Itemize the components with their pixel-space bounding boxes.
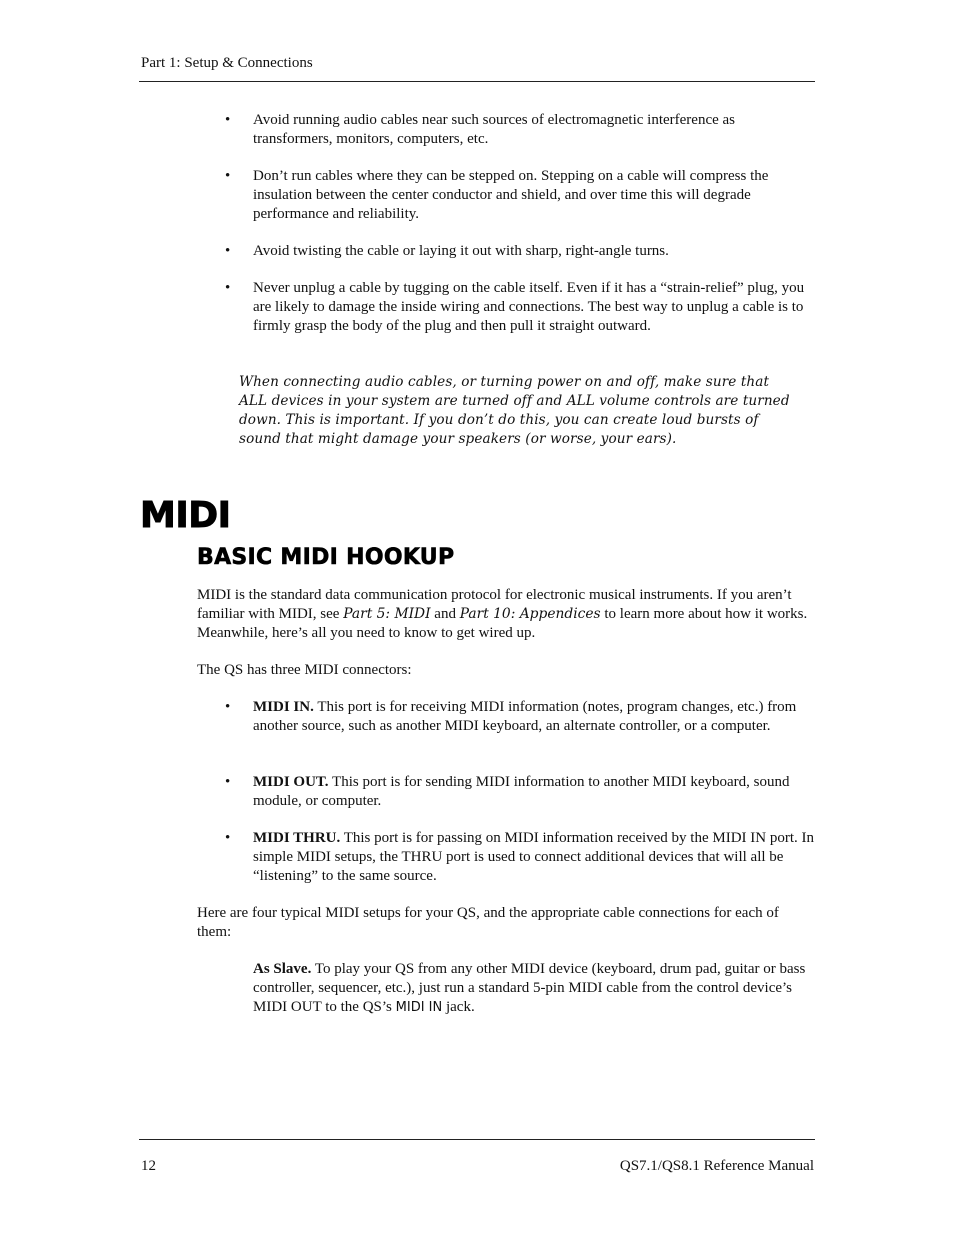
bullet-text: Avoid twisting the cable or laying it out with sharp, right-angle turns. bbox=[253, 243, 669, 259]
cross-reference: Part 10: Appendices bbox=[459, 606, 601, 622]
bullet-icon: • bbox=[225, 774, 231, 790]
slave-setup bbox=[253, 960, 813, 1017]
running-header: Part 1: Setup & Connections bbox=[141, 55, 313, 71]
setups-intro: Here are four typical MIDI setups for your QS, and the appropriate cable connections for each of them: bbox=[197, 905, 779, 940]
connector-name: MIDI THRU. bbox=[253, 830, 341, 846]
intro-text: to learn more about how it works. Meanwhile, here’s all you need to know to get wired up. bbox=[197, 606, 808, 641]
setup-title: As Slave. bbox=[253, 961, 312, 977]
bullet-icon: • bbox=[225, 243, 231, 259]
bullet-icon: • bbox=[225, 280, 231, 296]
setup-description: jack. bbox=[442, 999, 475, 1015]
bullet-icon: • bbox=[225, 112, 231, 128]
connector-name: MIDI OUT. bbox=[253, 774, 329, 790]
connector-name: MIDI IN. bbox=[253, 699, 314, 715]
bullet-icon: • bbox=[225, 168, 231, 184]
jack-label: MIDI IN bbox=[395, 1000, 443, 1015]
list-item bbox=[225, 773, 815, 811]
page-number: 12 bbox=[141, 1158, 156, 1174]
setup-description: To play your QS from any other MIDI device (keyboard, drum pad, guitar or bass controller, sequencer, etc.), just run a standard 5-pin MIDI cable from the control device’s MIDI OUT to the QS’s bbox=[253, 961, 806, 1015]
list-item bbox=[225, 167, 815, 224]
list-item bbox=[225, 279, 815, 336]
caution-note: When connecting audio cables, or turning power on and off, make sure that ALL devices in your system are turned off and ALL volume controls are turned down. This is important. If you don’t do this, you can create loud bursts of sound that might damage your speakers (or worse, your ears). bbox=[239, 374, 790, 447]
bullet-text bbox=[253, 773, 815, 811]
section-title: MIDI bbox=[140, 495, 231, 536]
header-rule bbox=[139, 81, 815, 82]
subsection-title: BASIC MIDI HOOKUP bbox=[197, 545, 455, 570]
connector-description: This port is for passing on MIDI information received by the MIDI IN port. In simple MIDI setups, the THRU port is used to connect additional devices that will all be “listening” to the same source. bbox=[253, 830, 815, 884]
cross-reference: Part 5: MIDI bbox=[343, 606, 431, 622]
intro-text: and bbox=[430, 606, 460, 622]
connectors-intro: The QS has three MIDI connectors: bbox=[197, 662, 412, 678]
list-item bbox=[225, 111, 815, 149]
bullet-icon: • bbox=[225, 699, 231, 715]
bullet-text: Don’t run cables where they can be stepped on. Stepping on a cable will compress the insulation between the center conductor and shield, and over time this will degrade performance and reliability. bbox=[253, 168, 769, 222]
manual-title: QS7.1/QS8.1 Reference Manual bbox=[619, 1158, 814, 1174]
bullet-text bbox=[253, 698, 815, 736]
intro-paragraph bbox=[197, 586, 817, 643]
list-item bbox=[225, 698, 815, 736]
bullet-text bbox=[253, 829, 815, 886]
bullet-icon: • bbox=[225, 830, 231, 846]
connector-description: This port is for sending MIDI information to another MIDI keyboard, sound module, or computer. bbox=[253, 774, 790, 809]
intro-text: MIDI is the standard data communication protocol for electronic musical instruments. If you aren’t familiar with MIDI, see bbox=[197, 587, 792, 622]
bullet-text: Never unplug a cable by tugging on the cable itself. Even if it has a “strain-relief” plug, you are likely to damage the inside wiring and connections. The best way to unplug a cable is to firmly grasp the body of the plug and then pull it straight outward. bbox=[253, 280, 805, 334]
connector-description: This port is for receiving MIDI information (notes, program changes, etc.) from another source, such as another MIDI keyboard, an alternate controller, or a computer. bbox=[253, 699, 797, 734]
list-item bbox=[225, 829, 815, 886]
bullet-text: Avoid running audio cables near such sources of electromagnetic interference as transformers, monitors, computers, etc. bbox=[253, 112, 736, 147]
footer-rule bbox=[139, 1139, 815, 1140]
list-item bbox=[225, 242, 815, 261]
